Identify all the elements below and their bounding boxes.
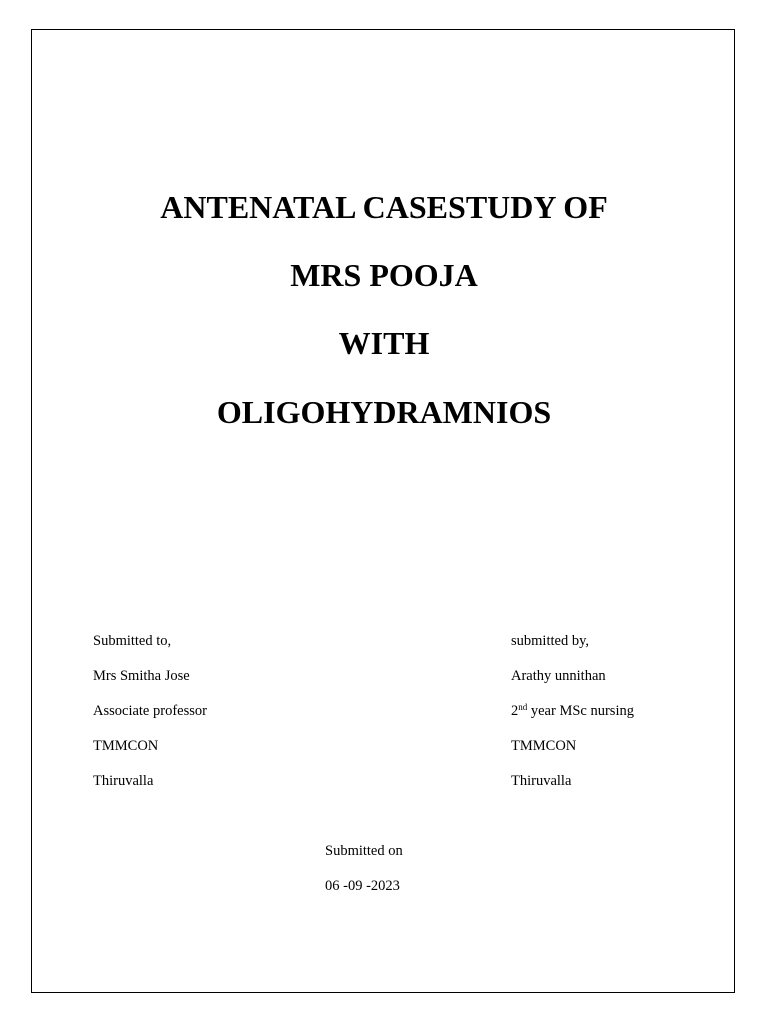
submitted-to-institution: TMMCON xyxy=(93,738,159,754)
year-suffix: nd xyxy=(518,702,528,712)
submitted-by-institution: TMMCON xyxy=(511,738,577,754)
submitted-to-place: Thiruvalla xyxy=(93,773,154,789)
submitted-to-heading: Submitted to, xyxy=(93,633,172,649)
submitted-on-date: 06 -09 -2023 xyxy=(325,878,400,894)
title-line-2: MRS POOJA xyxy=(290,257,478,293)
submitted-by-heading: submitted by, xyxy=(511,633,590,649)
year-number: 2 xyxy=(511,703,519,719)
title-line-1: ANTENATAL CASESTUDY OF xyxy=(160,189,608,225)
submitted-to-name: Mrs Smitha Jose xyxy=(93,668,190,684)
submitted-by-place: Thiruvalla xyxy=(511,773,572,789)
submitted-to-designation: Associate professor xyxy=(93,703,207,719)
submitted-by-name: Arathy unnithan xyxy=(511,668,606,684)
title-line-4: OLIGOHYDRAMNIOS xyxy=(216,394,552,430)
submitted-on-heading: Submitted on xyxy=(325,843,403,859)
submitted-by-year xyxy=(511,702,634,720)
title-line-3: WITH xyxy=(338,325,430,361)
year-rest: year MSc nursing xyxy=(527,703,634,719)
